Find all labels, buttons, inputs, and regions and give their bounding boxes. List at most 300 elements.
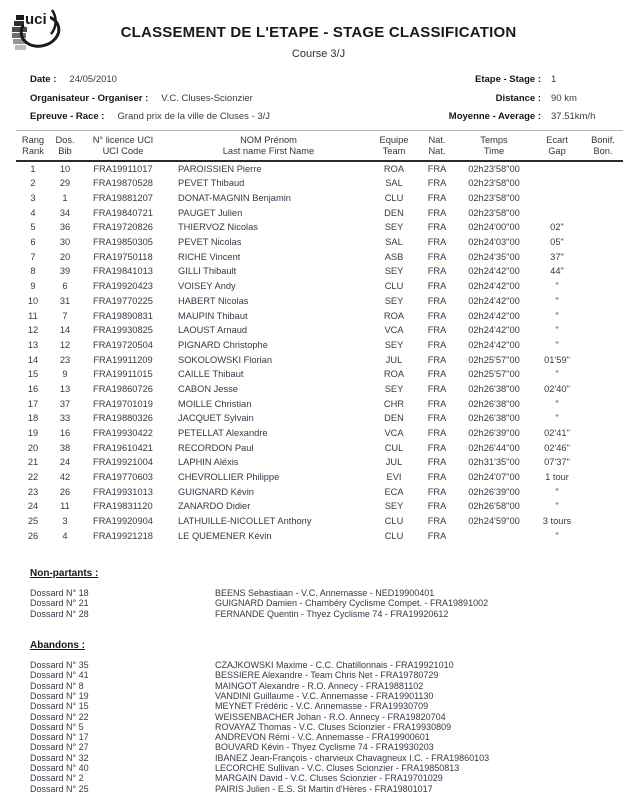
table-cell: SOKOLOWSKI Florian	[178, 354, 273, 365]
table-cell: 02h31'35"00	[468, 457, 520, 468]
rider-info: WEISSENBACHER Johan - R.O. Annecy - FRA19820704	[215, 711, 446, 722]
rider-dossard: Dossard N° 35	[30, 660, 89, 671]
table-row	[16, 367, 623, 382]
column-header: NOM Prénom Last name First Name	[166, 131, 371, 162]
table-cell: PEVET Nicolas	[178, 237, 242, 248]
table-cell: VCA	[384, 325, 404, 336]
race-label: Epreuve - Race :	[30, 111, 105, 122]
race-info-block	[30, 74, 607, 122]
rider-dossard: Dossard N° 18	[30, 588, 89, 599]
table-cell: FRA	[427, 428, 447, 439]
table-cell: FRA	[427, 383, 447, 394]
rider-entry	[30, 784, 607, 794]
table-row	[16, 220, 623, 235]
table-cell: SEY	[384, 222, 404, 233]
table-cell: 02h26'38"00	[468, 398, 520, 409]
table-cell: 02h24'42"00	[468, 339, 520, 350]
table-cell: 16	[59, 428, 71, 439]
table-cell: 02h26'58"00	[468, 501, 520, 512]
table-cell: JACQUET Sylvain	[178, 413, 254, 424]
rider-dossard: Dossard N° 41	[30, 670, 89, 681]
table-cell: ROA	[383, 310, 405, 321]
table-cell: ROA	[383, 369, 405, 380]
table-cell: FRA	[427, 164, 447, 175]
results-body	[16, 161, 623, 543]
table-cell: FRA19841013	[93, 266, 153, 277]
table-cell: 20	[27, 442, 39, 453]
table-cell: JUL	[385, 457, 403, 468]
info-row-race-average	[30, 111, 607, 122]
table-cell: 14	[27, 354, 39, 365]
table-cell: FRA	[427, 325, 447, 336]
table-cell	[583, 367, 623, 382]
table-cell: RECORDON Paul	[178, 442, 254, 453]
classification-table	[16, 130, 623, 543]
rider-info: BESSIERE Alexandre - Team Chris Net - FRA19780729	[215, 670, 439, 681]
rider-info: IBANEZ Jean-François - charvieux Chavagneux I.C. - FRA19860103	[215, 752, 490, 763]
table-cell: FRA19930422	[93, 428, 153, 439]
column-header: Bonif. Bon.	[583, 131, 623, 162]
rider-entry	[30, 712, 607, 722]
rider-dossard: Dossard N° 15	[30, 701, 89, 712]
date-value: 24/05/2010	[69, 74, 117, 85]
table-cell: 24	[27, 501, 39, 512]
table-cell: CAILLE Thibaut	[178, 369, 244, 380]
table-cell: FRA19921004	[93, 457, 153, 468]
table-cell: FRA19831120	[93, 501, 153, 512]
table-cell: 02"	[550, 222, 564, 233]
table-cell: FRA	[427, 251, 447, 262]
table-cell: SAL	[385, 178, 403, 189]
table-cell: FRA19931013	[93, 486, 153, 497]
rider-entry	[30, 681, 607, 691]
table-cell: 38	[59, 442, 71, 453]
table-cell: 7	[30, 251, 36, 262]
table-cell: 25	[27, 516, 39, 527]
table-cell: GILLI Thibault	[178, 266, 237, 277]
table-cell	[583, 440, 623, 455]
rider-entry	[30, 670, 607, 680]
table-cell	[583, 323, 623, 338]
table-cell	[583, 396, 623, 411]
table-cell: 42	[59, 472, 71, 483]
abandons-title: Abandons :	[30, 640, 85, 652]
table-cell: FRA19911209	[93, 354, 153, 365]
table-cell: 33	[59, 413, 71, 424]
table-cell: 6	[62, 281, 68, 292]
table-cell: VCA	[384, 428, 404, 439]
table-row	[16, 308, 623, 323]
rider-info: ROVAYAZ Thomas - V.C. Cluses Scionzier - FRA19930809	[215, 721, 452, 732]
table-cell: 31	[59, 295, 71, 306]
table-cell	[583, 308, 623, 323]
table-cell: 3	[62, 516, 68, 527]
table-cell: FRA	[427, 457, 447, 468]
distance-label: Distance :	[495, 92, 541, 104]
table-cell: 02h26'39"00	[468, 486, 520, 497]
table-cell	[583, 382, 623, 397]
table-cell: 2	[30, 178, 36, 189]
table-cell: FRA	[427, 339, 447, 350]
table-cell: "	[555, 369, 559, 380]
table-cell: ECA	[384, 486, 404, 497]
table-cell: FRA	[427, 178, 447, 189]
table-cell: FRA19890831	[93, 310, 153, 321]
table-row	[16, 176, 623, 191]
table-row	[16, 411, 623, 426]
rider-entry	[30, 588, 607, 598]
table-cell: 1	[62, 193, 68, 204]
table-cell: 05"	[550, 237, 564, 248]
table-cell	[583, 338, 623, 353]
table-cell	[583, 294, 623, 309]
table-cell: 17	[27, 398, 39, 409]
table-cell	[583, 205, 623, 220]
table-cell: FRA	[427, 486, 447, 497]
table-cell: CLU	[384, 193, 404, 204]
table-cell: 12	[27, 325, 39, 336]
table-cell: 02h24'35"00	[468, 251, 520, 262]
table-cell: PETELLAT Alexandre	[178, 428, 268, 439]
table-cell	[583, 484, 623, 499]
table-cell: 21	[27, 457, 39, 468]
table-cell: 02h24'59"00	[468, 516, 520, 527]
rider-info: BEENS Sebastiaan - V.C. Annemasse - NED19900401	[215, 588, 435, 599]
table-cell: FRA19911015	[93, 369, 153, 380]
rider-info: PAIRIS Julien - E.S. St Martin d'Hères - FRA19801017	[215, 783, 433, 794]
table-cell: LAOUST Arnaud	[178, 325, 248, 336]
rider-dossard: Dossard N° 22	[30, 711, 89, 722]
rider-dossard: Dossard N° 5	[30, 721, 84, 732]
rider-entry	[30, 660, 607, 670]
table-cell: "	[555, 413, 559, 424]
table-cell: FRA	[427, 530, 447, 541]
table-cell: JUL	[385, 354, 403, 365]
table-cell: 8	[30, 266, 36, 277]
table-cell: FRA19850305	[93, 237, 153, 248]
table-row	[16, 352, 623, 367]
table-cell: PAUGET Julien	[178, 207, 243, 218]
table-cell: 29	[59, 178, 71, 189]
table-cell: 02h24'42"00	[468, 310, 520, 321]
table-cell: FRA19720826	[93, 222, 153, 233]
table-cell: 02h23'58"00	[468, 207, 520, 218]
table-cell: 36	[59, 222, 71, 233]
table-cell: "	[555, 310, 559, 321]
table-cell: FRA19840721	[93, 207, 153, 218]
table-cell: 02h25'57"00	[468, 354, 520, 365]
table-cell: SEY	[384, 295, 404, 306]
table-row	[16, 499, 623, 514]
abandons-section	[30, 635, 607, 794]
table-cell: FRA	[427, 207, 447, 218]
table-cell: 02h26'44"00	[468, 442, 520, 453]
average-value: 37.51km/h	[551, 111, 596, 122]
column-header: Rang Rank	[16, 131, 50, 162]
rider-dossard: Dossard N° 40	[30, 763, 89, 774]
table-cell: CHEVROLLIER Philippe	[178, 472, 280, 483]
table-cell: 18	[27, 413, 39, 424]
distance-value: 90 km	[551, 92, 577, 104]
table-cell: CLU	[384, 281, 404, 292]
table-cell: 02h24'00"00	[468, 222, 520, 233]
rider-entry	[30, 691, 607, 701]
table-row	[16, 235, 623, 250]
stage-label: Etape - Stage :	[475, 74, 541, 85]
table-row	[16, 426, 623, 441]
table-cell: 37	[59, 398, 71, 409]
table-cell	[457, 529, 531, 544]
table-cell: 23	[27, 486, 39, 497]
table-cell	[583, 514, 623, 529]
table-cell: FRA	[427, 413, 447, 424]
table-cell	[583, 529, 623, 544]
rider-entry	[30, 773, 607, 783]
table-cell: FRA19870528	[93, 178, 153, 189]
table-cell: 02h24'42"00	[468, 325, 520, 336]
table-cell: 1	[30, 164, 36, 175]
table-cell: 13	[27, 339, 39, 350]
table-cell: "	[555, 281, 559, 292]
info-row-date-stage	[30, 74, 607, 85]
table-cell: THIERVOZ Nicolas	[178, 222, 258, 233]
table-cell: 02h24'42"00	[468, 295, 520, 306]
table-cell: FRA19610421	[93, 442, 153, 453]
table-row	[16, 440, 623, 455]
table-cell: SEY	[384, 383, 404, 394]
rider-dossard: Dossard N° 21	[30, 598, 89, 609]
table-cell: VOISEY Andy	[178, 281, 236, 292]
table-cell: 02h24'42"00	[468, 281, 520, 292]
table-cell: PEVET Thibaud	[178, 178, 245, 189]
rider-dossard: Dossard N° 32	[30, 752, 89, 763]
table-cell	[531, 205, 583, 220]
table-row	[16, 455, 623, 470]
rider-info: BOUVARD Kévin - Thyez Cyclisme 74 - FRA19930203	[215, 742, 434, 753]
organiser-value: V.C. Cluses-Scionzier	[161, 92, 253, 104]
table-cell: 07'37"	[544, 457, 570, 468]
rider-dossard: Dossard N° 28	[30, 608, 89, 619]
table-cell: LAPHIN Aléxis	[178, 457, 239, 468]
table-cell: 6	[30, 237, 36, 248]
table-cell: "	[555, 486, 559, 497]
table-cell: "	[555, 530, 559, 541]
average-label: Moyenne - Average :	[448, 111, 541, 122]
table-cell: FRA19911017	[93, 164, 153, 175]
table-cell: 01'59"	[544, 354, 570, 365]
table-cell: 4	[30, 207, 36, 218]
table-cell: 20	[59, 251, 71, 262]
table-row	[16, 264, 623, 279]
non-partants-title: Non-partants :	[30, 568, 99, 580]
table-cell: CABON Jesse	[178, 383, 238, 394]
table-cell: 11	[28, 310, 38, 321]
table-cell: 10	[59, 164, 71, 175]
rider-info: MAINGOT Alexandre - R.O. Annecy - FRA19881102	[215, 680, 424, 691]
table-cell: CLU	[384, 516, 404, 527]
results-header-row	[16, 131, 623, 162]
rider-info: CZAJKOWSKI Maxime - C.C. Chatillonnais - FRA19921010	[215, 660, 454, 671]
table-cell: 3 tours	[542, 516, 572, 527]
table-cell: "	[555, 501, 559, 512]
table-row	[16, 191, 623, 206]
page-title: CLASSEMENT DE L'ETAPE - STAGE CLASSIFICATION	[120, 24, 517, 41]
rider-info: VANDINI Guillaume - V.C. Annemasse - FRA19901130	[215, 690, 434, 701]
table-row	[16, 529, 623, 544]
rider-dossard: Dossard N° 25	[30, 783, 89, 794]
table-cell: MAUPIN Thibaut	[178, 310, 248, 321]
table-cell: DEN	[384, 207, 404, 218]
info-row-organiser-distance	[30, 93, 607, 104]
table-cell: 3	[30, 193, 36, 204]
table-cell: "	[555, 339, 559, 350]
table-cell: 02h26'38"00	[468, 413, 520, 424]
table-row	[16, 382, 623, 397]
organiser-label: Organisateur - Organiser :	[30, 92, 149, 104]
table-cell: PAROISSIEN Pierre	[178, 164, 262, 175]
table-cell: 19	[27, 428, 39, 439]
table-cell: 12	[59, 339, 71, 350]
table-cell: FRA	[427, 193, 447, 204]
rider-entry	[30, 763, 607, 773]
table-cell: 26	[59, 486, 71, 497]
table-cell: FRA19750118	[93, 251, 153, 262]
table-cell: FRA	[427, 295, 447, 306]
table-row	[16, 249, 623, 264]
table-row	[16, 279, 623, 294]
table-cell: 9	[62, 369, 68, 380]
table-cell: GUIGNARD Kévin	[178, 486, 254, 497]
table-cell: ASB	[384, 251, 404, 262]
table-cell: FRA19770603	[93, 472, 153, 483]
table-cell: 39	[59, 266, 71, 277]
table-cell: LATHUILLE-NICOLLET Anthony	[178, 516, 312, 527]
document-header	[0, 0, 637, 64]
table-cell: 22	[27, 472, 39, 483]
table-cell: FRA19920904	[93, 516, 153, 527]
abandons-list	[30, 660, 607, 794]
table-cell: SEY	[384, 339, 404, 350]
table-cell	[583, 249, 623, 264]
table-cell: 02'46"	[544, 442, 570, 453]
table-cell	[583, 235, 623, 250]
table-cell: 10	[27, 295, 39, 306]
table-cell: FRA19881207	[93, 193, 153, 204]
non-partants-section	[30, 563, 607, 619]
table-cell: FRA19921218	[93, 530, 153, 541]
table-cell: FRA	[427, 501, 447, 512]
table-cell: 26	[27, 530, 39, 541]
table-cell: ROA	[383, 164, 405, 175]
table-cell	[583, 470, 623, 485]
rider-entry	[30, 722, 607, 732]
table-cell: HABERT Nicolas	[178, 295, 249, 306]
table-cell: FRA19770225	[93, 295, 153, 306]
table-cell: FRA	[427, 442, 447, 453]
table-cell: FRA	[427, 472, 447, 483]
table-cell: 02h23'58"00	[468, 193, 520, 204]
column-header: Ecart Gap	[531, 131, 583, 162]
table-cell: FRA19880326	[93, 413, 153, 424]
table-row	[16, 514, 623, 529]
rider-entry	[30, 732, 607, 742]
race-value: Grand prix de la ville de Cluses - 3/J	[117, 111, 271, 122]
course-subtitle: Course 3/J	[291, 48, 346, 60]
table-cell: EVI	[386, 472, 402, 483]
uci-logo-graphic	[10, 7, 62, 57]
table-cell: CHR	[383, 398, 405, 409]
rider-info: LECORCHE Sullivan - V.C. Cluses Scionzier - FRA19850813	[215, 763, 460, 774]
table-cell: 9	[30, 281, 36, 292]
date-label: Date :	[30, 74, 57, 85]
table-head	[16, 131, 623, 162]
table-cell	[583, 264, 623, 279]
table-cell: 13	[59, 383, 71, 394]
rider-info: ANDREVON Rémi - V.C. Annemasse - FRA19900601	[215, 732, 430, 743]
table-cell: 4	[62, 530, 68, 541]
table-cell: 24	[59, 457, 71, 468]
table-cell: FRA19720504	[93, 339, 153, 350]
table-cell: FRA	[427, 516, 447, 527]
table-cell: 02h26'39"00	[468, 428, 520, 439]
table-cell	[583, 352, 623, 367]
svg-text:uci: uci	[25, 11, 47, 28]
table-cell: CLU	[384, 530, 404, 541]
rider-dossard: Dossard N° 19	[30, 690, 89, 701]
table-row	[16, 323, 623, 338]
table-cell	[583, 176, 623, 191]
table-row	[16, 396, 623, 411]
uci-logo	[10, 7, 62, 57]
table-cell	[583, 279, 623, 294]
table-cell: "	[555, 325, 559, 336]
table-cell: 16	[27, 383, 39, 394]
table-cell: FRA	[427, 266, 447, 277]
table-cell: 02h23'58"00	[468, 164, 520, 175]
table-cell: 30	[59, 237, 71, 248]
table-cell: FRA	[427, 354, 447, 365]
table-cell: 02'41"	[544, 428, 570, 439]
table-cell: 14	[59, 325, 71, 336]
table-cell: 02h23'58"00	[468, 178, 520, 189]
table-cell: "	[555, 398, 559, 409]
non-partants-list	[30, 588, 607, 619]
table-cell: FRA19860726	[93, 383, 153, 394]
table-cell	[531, 161, 583, 176]
table-cell: FRA19701019	[93, 398, 153, 409]
column-header: Dos. Bib	[50, 131, 80, 162]
table-cell: LE QUEMENER Kévin	[178, 530, 272, 541]
table-cell: 37"	[550, 251, 564, 262]
rider-entry	[30, 609, 607, 619]
table-cell	[583, 499, 623, 514]
rider-dossard: Dossard N° 17	[30, 732, 89, 743]
table-cell: 02h24'07"00	[468, 472, 520, 483]
table-row	[16, 338, 623, 353]
rider-info: MARGAIN David - V.C. Cluses Scionzier - FRA19701029	[215, 773, 443, 784]
column-header: Nat. Nat.	[417, 131, 457, 162]
rider-entry	[30, 701, 607, 711]
table-cell: DONAT-MAGNIN Benjamin	[178, 193, 291, 204]
table-cell	[583, 191, 623, 206]
table-cell: FRA	[427, 310, 447, 321]
table-cell: FRA	[427, 398, 447, 409]
table-cell	[583, 161, 623, 176]
stage-value: 1	[551, 74, 557, 85]
table-cell	[583, 426, 623, 441]
rider-entry	[30, 753, 607, 763]
table-cell: SEY	[384, 266, 404, 277]
